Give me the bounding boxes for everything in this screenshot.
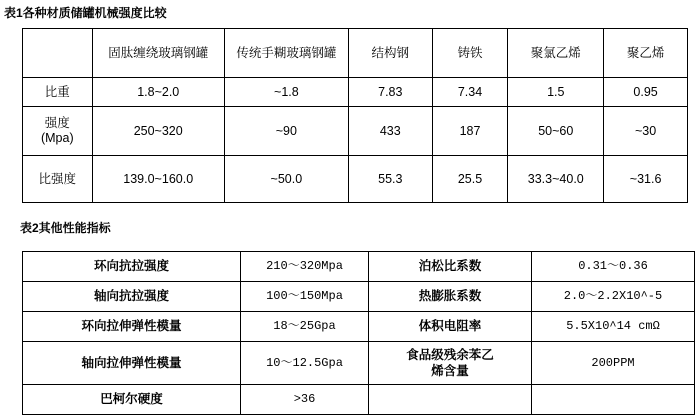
table1-header-cell-2: 传统手糊玻璃钢罐 xyxy=(224,29,348,78)
table2-value-right-3: 200PPM xyxy=(532,342,695,385)
table2-label-left-4: 巴柯尔硬度 xyxy=(23,385,241,415)
table2-value-left-4: >36 xyxy=(241,385,369,415)
table2-value-right-1: 2.0～2.2X10^-5 xyxy=(532,282,695,312)
table1-cell-1-0: 250~320 xyxy=(92,107,224,156)
table1-cell-0-3: 7.34 xyxy=(432,78,508,107)
table2-value-left-0: 210～320Mpa xyxy=(241,252,369,282)
table1-cell-2-4: 33.3~40.0 xyxy=(508,156,604,203)
table1-header-cell-0 xyxy=(23,29,93,78)
table1-row-label-1-line1: 强度 xyxy=(44,116,70,130)
table2-value-right-2: 5.5X10^14 cmΩ xyxy=(532,312,695,342)
table1-cell-2-0: 139.0~160.0 xyxy=(92,156,224,203)
table2-label-left-0: 环向抗拉强度 xyxy=(23,252,241,282)
table2-value-right-4 xyxy=(532,385,695,415)
table1-cell-1-3: 187 xyxy=(432,107,508,156)
table-row xyxy=(23,78,688,107)
table2-label-right-4 xyxy=(369,385,532,415)
table1-cell-0-5: 0.95 xyxy=(604,78,688,107)
table-material-strength-comparison xyxy=(22,28,688,203)
table1-header-cell-1: 固肽缠绕玻璃钢罐 xyxy=(92,29,224,78)
table1-row-label-1 xyxy=(23,107,93,156)
table2-label-left-1: 轴向抗拉强度 xyxy=(23,282,241,312)
table-row xyxy=(23,342,695,385)
table-row xyxy=(23,282,695,312)
table2-caption: 表2其他性能指标 xyxy=(20,221,111,235)
table1-cell-1-4: 50~60 xyxy=(508,107,604,156)
table1-header-cell-5: 聚氯乙烯 xyxy=(508,29,604,78)
table1-cell-2-2: 55.3 xyxy=(348,156,432,203)
table2-label-right-1: 热膨胀系数 xyxy=(369,282,532,312)
table2-value-right-0: 0.31～0.36 xyxy=(532,252,695,282)
table2-label-right-0: 泊松比系数 xyxy=(369,252,532,282)
table-row xyxy=(23,312,695,342)
table2-value-left-2: 18～25Gpa xyxy=(241,312,369,342)
table-row xyxy=(23,385,695,415)
table-row xyxy=(23,29,688,78)
table2-label-left-3: 轴向拉伸弹性模量 xyxy=(23,342,241,385)
table-other-performance-indicators xyxy=(22,251,695,415)
table-row xyxy=(23,156,688,203)
table1-cell-0-1: ~1.8 xyxy=(224,78,348,107)
table2-label-right-2: 体积电阻率 xyxy=(369,312,532,342)
table2-value-left-3: 10～12.5Gpa xyxy=(241,342,369,385)
table1-cell-1-2: 433 xyxy=(348,107,432,156)
table2-label-right-3-line2: 烯含量 xyxy=(431,364,469,378)
table1-row-label-0: 比重 xyxy=(23,78,93,107)
table1-cell-2-3: 25.5 xyxy=(432,156,508,203)
table-row xyxy=(23,107,688,156)
table2-label-right-3-line1: 食品级残余苯乙 xyxy=(406,348,494,362)
table1-cell-0-4: 1.5 xyxy=(508,78,604,107)
table2-label-left-2: 环向拉伸弹性模量 xyxy=(23,312,241,342)
table1-cell-2-1: ~50.0 xyxy=(224,156,348,203)
table1-header-cell-6: 聚乙烯 xyxy=(604,29,688,78)
table1-cell-2-5: ~31.6 xyxy=(604,156,688,203)
table1-header-cell-4: 铸铁 xyxy=(432,29,508,78)
table1-header-cell-3: 结构钢 xyxy=(348,29,432,78)
table1-cell-1-5: ~30 xyxy=(604,107,688,156)
table1-cell-0-2: 7.83 xyxy=(348,78,432,107)
table1-row-label-1-line2: (Mpa) xyxy=(40,131,74,145)
table-row xyxy=(23,252,695,282)
table2-label-right-3 xyxy=(369,342,532,385)
table1-cell-1-1: ~90 xyxy=(224,107,348,156)
table1-caption: 表1各种材质储罐机械强度比较 xyxy=(4,6,167,20)
table1-row-label-2: 比强度 xyxy=(23,156,93,203)
table1-cell-0-0: 1.8~2.0 xyxy=(92,78,224,107)
table2-value-left-1: 100～150Mpa xyxy=(241,282,369,312)
